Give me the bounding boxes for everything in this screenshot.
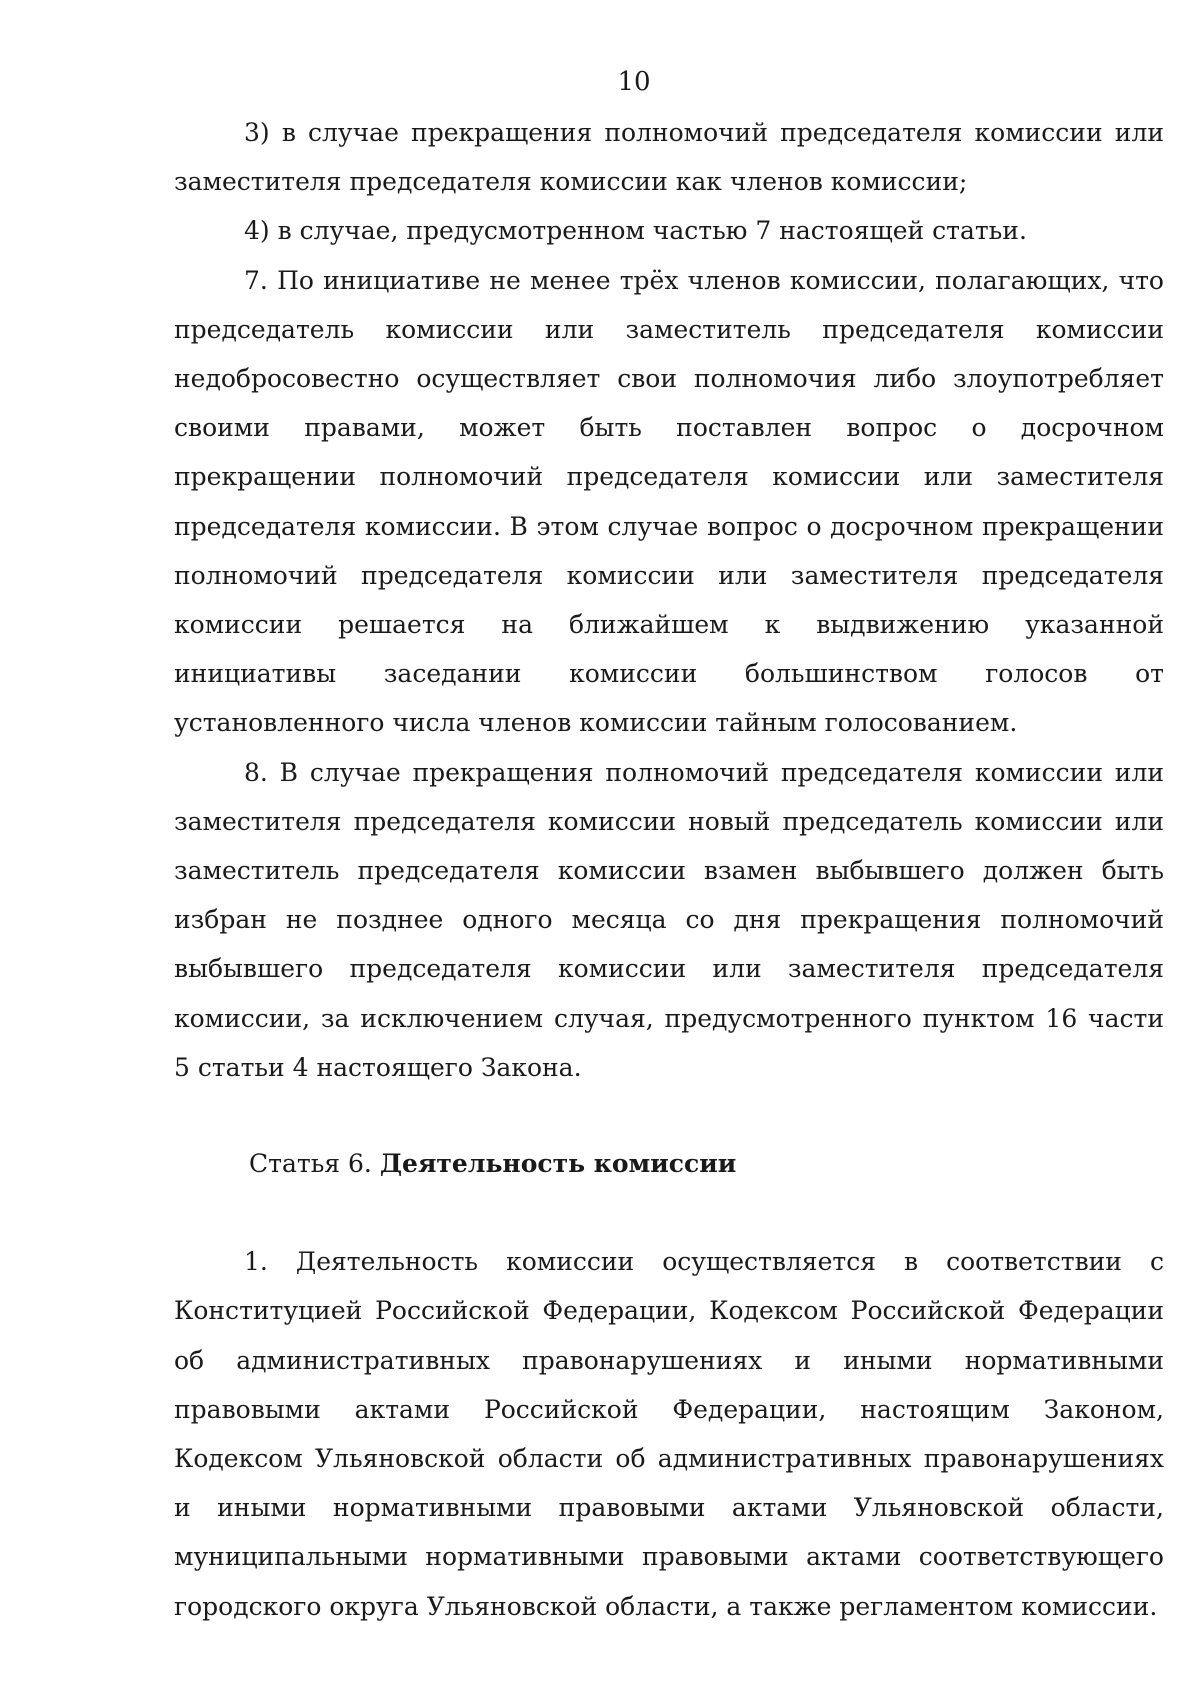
document-body: [174, 108, 1164, 1631]
heading-spacer: [174, 1188, 1164, 1237]
paragraph-item-4: 4) в случае, предусмотренном частью 7 настоящей статьи.: [244, 216, 1027, 246]
paragraph-part-7: 7. По инициативе не менее трёх членов комиссии, полагающих, что председатель комиссии или заместитель председателя комиссии недобросовестно осуществляет свои полномочия либо злоупотребляет своими правами, может быть поставлен вопрос о досрочном прекращении полномочий председателя комиссии или заместителя председателя комиссии. В этом случае вопрос о досрочном прекращении полномочий председателя комиссии или заместителя председателя комиссии решается на ближайшем к выдвижению указанной инициативы заседании комиссии большинством голосов от установленного числа членов комиссии тайным голосованием.: [174, 265, 1164, 738]
article-title: Деятельность комиссии: [379, 1149, 737, 1179]
paragraph-article6-part-1: 1. Деятельность комиссии осуществляется в соответствии с Конституцией Российской Федерации, Кодексом Российской Федерации об административных правонарушениях и иными нормативными правовыми актами Российской Федерации, настоящим Законом, Кодексом Ульяновской области об административных правонарушениях и иными нормативными правовыми актами Ульяновской области, муниципальными нормативными правовыми актами соответствующего городского округа Ульяновской области, а также регламентом комиссии.: [174, 1247, 1164, 1621]
section-spacer: [174, 1092, 1164, 1139]
article-label: Статья 6.: [249, 1149, 380, 1179]
page-number: 10: [617, 67, 651, 97]
paragraph-item-3: 3) в случае прекращения полномочий председателя комиссии или заместителя председателя комиссии как членов комиссии;: [174, 118, 1164, 197]
article-heading: [174, 1139, 1164, 1188]
paragraph-part-8: 8. В случае прекращения полномочий председателя комиссии или заместителя председателя комиссии новый председатель комиссии или заместитель председателя комиссии взамен выбывшего должен быть избран не позднее одного месяца со дня прекращения полномочий выбывшего председателя комиссии или заместителя председателя комиссии, за исключением случая, предусмотренного пунктом 16 части 5 статьи 4 настоящего Закона.: [174, 757, 1164, 1082]
